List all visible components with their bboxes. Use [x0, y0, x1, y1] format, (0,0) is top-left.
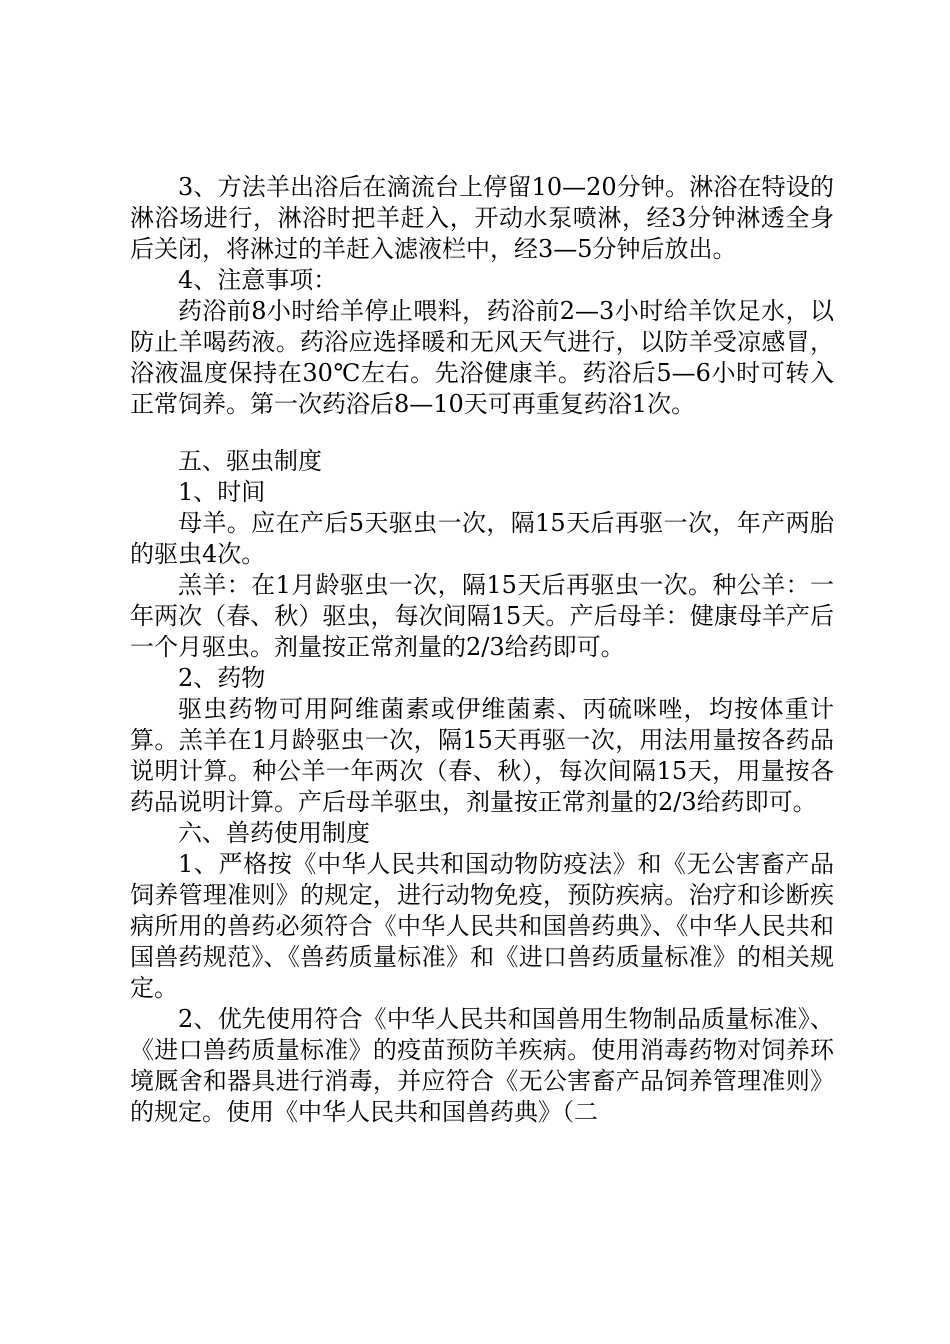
paragraph-vet-drugs-2: 2、优先使用符合《中华人民共和国兽用生物制品质量标准》、《进口兽药质量标准》的疫苗预防羊疾病。使用消毒药物对饲养环境厩舍和器具进行消毒，并应符合《无公害畜产品饲养管理准则》的规定。使用《中华人民共和国兽药典》（二	[130, 1005, 834, 1126]
document-body	[130, 172, 834, 1128]
paragraph-vet-drugs-1: 1、严格按《中华人民共和国动物防疫法》和《无公害畜产品饲养管理准则》的规定，进行动物免疫，预防疾病。治疗和诊断疾病所用的兽药必须符合《中华人民共和国兽药典》、《中华人民共和国兽药规范》、《兽药质量标准》和《进口兽药质量标准》的相关规定。	[130, 850, 834, 1002]
paragraph-drugs: 驱虫药物可用阿维菌素或伊维菌素、丙硫咪唑，均按体重计算。羔羊在1月龄驱虫一次，隔15天再驱一次，用法用量按各药品说明计算。种公羊一年两次（春、秋），每次间隔15天，用量按各药品说明计算。产后母羊驱虫，剂量按正常剂量的2/3给药即可。	[130, 695, 834, 816]
subheading-drugs: 2、药物	[178, 664, 266, 692]
section-heading-vet-drugs: 六、兽药使用制度	[178, 819, 370, 847]
paragraph-method: 3、方法羊出浴后在滴流台上停留10—20分钟。淋浴在特设的淋浴场进行，淋浴时把羊赶入，开动水泵喷淋，经3分钟淋透全身后关闭，将淋过的羊赶入滤液栏中，经3—5分钟后放出。	[130, 173, 834, 263]
paragraph-precautions: 药浴前8小时给羊停止喂料，药浴前2—3小时给羊饮足水，以防止羊喝药液。药浴应选择暖和无风天气进行，以防羊受凉感冒，浴液温度保持在30℃左右。先浴健康羊。药浴后5—6小时可转入正常饲养。第一次药浴后8—10天可再重复药浴1次。	[130, 297, 834, 418]
paragraph-lamb: 羔羊：在1月龄驱虫一次，隔15天后再驱虫一次。种公羊：一年两次（春、秋）驱虫，每次间隔15天。产后母羊：健康母羊产后一个月驱虫。剂量按正常剂量的2/3给药即可。	[130, 571, 834, 661]
paragraph-precautions-heading: 4、注意事项：	[178, 266, 338, 294]
section-heading-deworming: 五、驱虫制度	[178, 447, 322, 475]
paragraph-ewe: 母羊。应在产后5天驱虫一次，隔15天后再驱一次，年产两胎的驱虫4次。	[130, 509, 834, 568]
subheading-time: 1、时间	[178, 478, 266, 506]
